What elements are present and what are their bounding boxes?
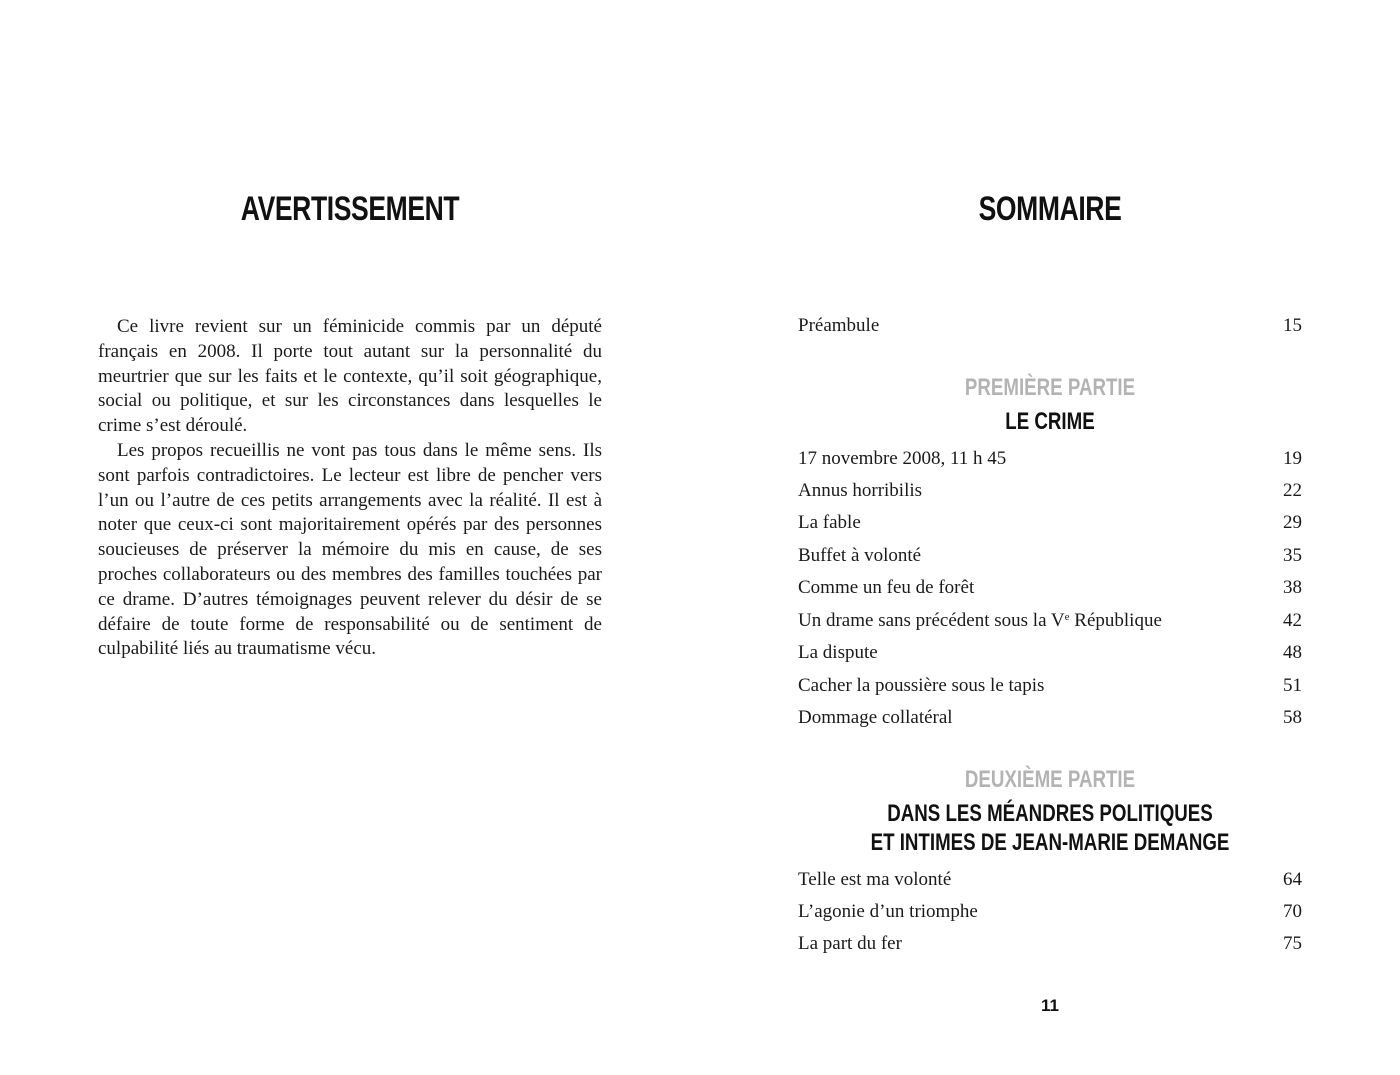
toc-entry-page: 22 (1283, 480, 1302, 501)
toc-entry[interactable] (798, 866, 1302, 894)
toc-entry-page: 48 (1283, 642, 1302, 663)
toc-entry-page: 35 (1283, 545, 1302, 566)
toc-entry-page: 64 (1283, 869, 1302, 890)
toc-entry[interactable] (798, 672, 1302, 700)
toc-entry-page: 75 (1283, 933, 1302, 954)
toc-entry-page: 38 (1283, 577, 1302, 598)
part2-title-line1: DANS LES MÉANDRES POLITIQUES (887, 800, 1213, 827)
toc-entry-page: 70 (1283, 901, 1302, 922)
toc-entry-title: Telle est ma volonté (798, 869, 952, 890)
toc-entry[interactable] (798, 930, 1302, 958)
toc-entry[interactable] (798, 477, 1302, 505)
toc-entry-preambule[interactable] (798, 312, 1302, 340)
avertissement-paragraph-1: Ce livre revient sur un féminicide commis par un député français en 2008. Il porte tout autant sur la personnalité du meurtrier que sur les faits et le contexte, qu’il soit géographique, social ou politique, et sur les circonstances dans lesquelles le crime s’est déroulé. (98, 316, 602, 437)
toc-entry-page: 58 (1283, 707, 1302, 728)
part2-label: DEUXIÈME PARTIE (964, 766, 1136, 793)
sommaire-heading: SOMMAIRE (978, 190, 1122, 228)
toc-entry-title: La dispute (798, 642, 878, 663)
toc-entry-title: La fable (798, 512, 861, 533)
toc-entry[interactable] (798, 509, 1302, 537)
toc-entry-page: 15 (1283, 315, 1302, 336)
part2-title-line2: ET INTIMES DE JEAN-MARIE DEMANGE (870, 829, 1230, 856)
toc-entry-title (798, 607, 1162, 635)
toc-entry-title: Cacher la poussière sous le tapis (798, 675, 1045, 696)
avertissement-heading: AVERTISSEMENT (240, 190, 460, 228)
page-number: 11 (1041, 996, 1059, 1015)
toc-entry[interactable] (798, 898, 1302, 926)
part1-title: LE CRIME (1005, 408, 1095, 435)
toc-entry-title: 17 novembre 2008, 11 h 45 (798, 448, 1007, 469)
toc-entry-title: L’agonie d’un triomphe (798, 901, 978, 922)
toc-entry[interactable] (798, 542, 1302, 570)
avertissement-paragraph-2: Les propos recueillis ne vont pas tous dans le même sens. Ils sont parfois contradictoires. Le lecteur est libre de pencher vers l’un ou l’autre de ces petits arrangements avec la réalité. Il est à noter que ceux-ci sont majoritairement opérés par des personnes soucieuses de préserver la mémoire du mis en cause, de ses proches collaborateurs ou des membres des familles touchées par ce drame. D’autres témoignages peuvent relever du désir de se défaire de toute forme de responsabilité ou de sentiment de culpabilité liés au traumatisme vécu. (98, 439, 602, 660)
toc-entry[interactable] (798, 639, 1302, 667)
toc-entry-title: La part du fer (798, 933, 902, 954)
avertissement-text (98, 315, 602, 662)
part1-label: PREMIÈRE PARTIE (964, 374, 1136, 401)
toc-entry[interactable] (798, 704, 1302, 732)
toc-entry-title-part: République (1069, 610, 1162, 631)
toc-entry-page: 51 (1283, 675, 1302, 696)
toc-entry-title-part: Un drame sans précédent sous la V (798, 610, 1065, 631)
toc-entry[interactable] (798, 574, 1302, 602)
toc-entry-title: Dommage collatéral (798, 707, 953, 728)
toc-entry-title: Buffet à volonté (798, 545, 922, 566)
toc-entry-title: Comme un feu de forêt (798, 577, 975, 598)
toc-entry-title: Annus horribilis (798, 480, 923, 501)
toc-entry[interactable] (798, 445, 1302, 473)
toc-entry-page: 29 (1283, 512, 1302, 533)
toc-entry-page: 19 (1283, 448, 1302, 469)
toc-entry-title: Préambule (798, 315, 880, 336)
superscript: e (1064, 611, 1070, 623)
toc-entry-page: 42 (1283, 610, 1302, 631)
toc-entry[interactable] (798, 607, 1302, 635)
